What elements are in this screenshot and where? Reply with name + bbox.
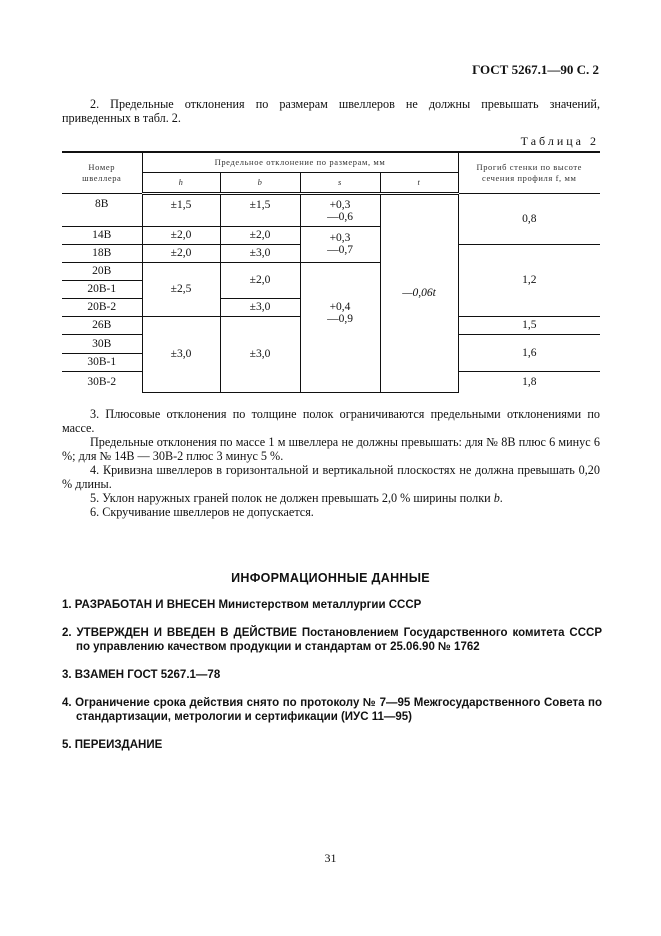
header-deflection: Прогиб стенки по высоте сечения профиля f, мм bbox=[458, 152, 600, 193]
info-item-5: 5. ПЕРЕИЗДАНИЕ bbox=[62, 739, 163, 751]
intro-paragraph: 2. Предельные отклонения по размерам швеллеров не должны превышать значений, приведенных в табл. 2. bbox=[62, 97, 600, 125]
header-b: b bbox=[220, 172, 300, 193]
cell-s: +0,3 —0,7 bbox=[300, 226, 380, 262]
cell-t: —0,06t bbox=[380, 193, 458, 392]
cell-b: ±3,0 bbox=[220, 298, 300, 316]
header-s: s bbox=[300, 172, 380, 193]
note-5: 5. Уклон наружных граней полок не должен превышать 2,0 % ширины полки b. bbox=[90, 491, 503, 505]
page-number: 31 bbox=[324, 851, 337, 865]
header-number: Номер швеллера bbox=[62, 152, 142, 193]
cell-h: ±1,5 bbox=[142, 193, 220, 226]
cell-s: +0,3 —0,6 bbox=[300, 193, 380, 226]
header-deviation-group: Предельное отклонение по размерам, мм bbox=[142, 152, 458, 172]
cell-f: 1,8 bbox=[458, 371, 600, 392]
cell-number: 14В bbox=[62, 226, 142, 244]
cell-b: ±3,0 bbox=[220, 316, 300, 392]
cell-h: ±3,0 bbox=[142, 316, 220, 392]
cell-b: ±2,0 bbox=[220, 226, 300, 244]
cell-f: 1,6 bbox=[458, 334, 600, 371]
note-3-mass: Предельные отклонения по массе 1 м швеллера не должны превышать: для № 8В плюс 6 минус 6 %; для № 14В — 30В-2 плюс 3 минус 5 %. bbox=[62, 435, 600, 463]
cell-number: 30В bbox=[62, 334, 142, 353]
info-item-2: 2. УТВЕРЖДЕН И ВВЕДЕН В ДЕЙСТВИЕ Постановлением Государственного комитета СССР по управлению качеством продукции и стандартам от 25.06.90 № 1762 bbox=[62, 627, 602, 653]
cell-number: 30В-1 bbox=[62, 353, 142, 371]
cell-h: ±2,5 bbox=[142, 262, 220, 316]
note-4: 4. Кривизна швеллеров в горизонтальной и вертикальной плоскостях не должна превышать 0,20 % длины. bbox=[62, 463, 600, 491]
cell-number: 18В bbox=[62, 244, 142, 262]
cell-f: 1,2 bbox=[458, 244, 600, 316]
cell-h: ±2,0 bbox=[142, 244, 220, 262]
cell-number: 20В-2 bbox=[62, 298, 142, 316]
cell-number: 30В-2 bbox=[62, 371, 142, 392]
cell-number: 20В-1 bbox=[62, 280, 142, 298]
info-item-3: 3. ВЗАМЕН ГОСТ 5267.1—78 bbox=[62, 669, 221, 681]
document-header: ГОСТ 5267.1—90 С. 2 bbox=[472, 62, 599, 77]
table-caption: Таблица 2 bbox=[520, 134, 599, 148]
cell-f: 1,5 bbox=[458, 316, 600, 334]
cell-b: ±2,0 bbox=[220, 262, 300, 298]
cell-number: 8В bbox=[62, 193, 142, 226]
cell-number: 26В bbox=[62, 316, 142, 334]
note-3: 3. Плюсовые отклонения по толщине полок ограничиваются предельными отклонениями по массе. bbox=[62, 407, 600, 435]
header-h: h bbox=[142, 172, 220, 193]
cell-b: ±3,0 bbox=[220, 244, 300, 262]
notes-section bbox=[62, 407, 600, 519]
note-6: 6. Скручивание швеллеров не допускается. bbox=[90, 505, 314, 519]
header-t: t bbox=[380, 172, 458, 193]
info-item-4: 4. Ограничение срока действия снято по протоколу № 7—95 Межгосударственного Совета по стандартизации, метрологии и сертификации (ИУС 11—95) bbox=[62, 697, 602, 723]
cell-f: 0,8 bbox=[458, 193, 600, 244]
info-title: ИНФОРМАЦИОННЫЕ ДАННЫЕ bbox=[231, 571, 430, 585]
cell-b: ±1,5 bbox=[220, 193, 300, 226]
cell-s: +0,4 —0,9 bbox=[300, 262, 380, 392]
cell-number: 20В bbox=[62, 262, 142, 280]
deviation-table bbox=[62, 151, 600, 393]
cell-h: ±2,0 bbox=[142, 226, 220, 244]
info-item-1: 1. РАЗРАБОТАН И ВНЕСЕН Министерством металлургии СССР bbox=[62, 599, 422, 611]
